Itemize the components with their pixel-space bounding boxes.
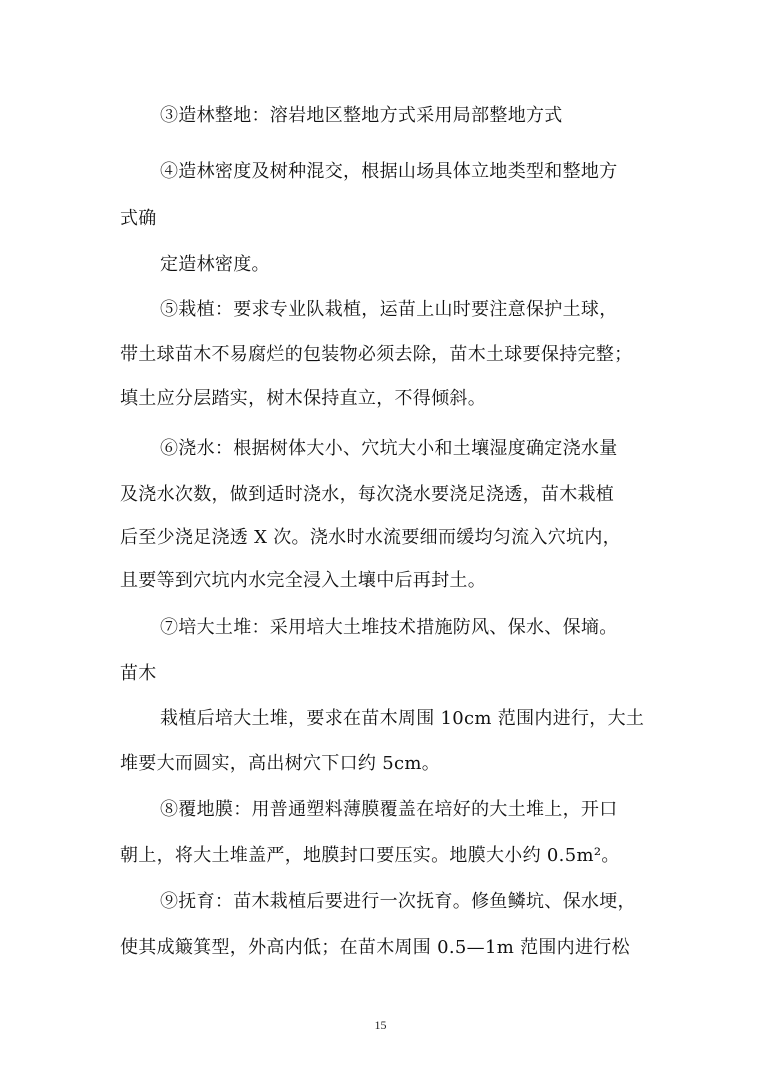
paragraph-line: ⑦培大土堆：采用培大土堆技术措施防风、保水、保墒。 (160, 617, 618, 638)
paragraph-line: ⑤栽植：要求专业队栽植，运苗上山时要注意保护土球， (160, 299, 618, 320)
paragraph-line: ④造林密度及树种混交，根据山场具体立地类型和整地方 (160, 161, 618, 182)
paragraph-line: 定造林密度。 (160, 254, 270, 275)
paragraph-line: 朝上，将大土堆盖严，地膜封口要压实。地膜大小约 0.5m²。 (120, 845, 620, 866)
paragraph-line: 且要等到穴坑内水完全浸入土壤中后再封土。 (120, 570, 486, 591)
paragraph-line: 带土球苗木不易腐烂的包装物必须去除，苗木土球要保持完整； (120, 344, 633, 365)
paragraph-line: 栽植后培大土堆，要求在苗木周围 10cm 范围内进行，大土 (160, 708, 645, 729)
paragraph-line: 堆要大而圆实，高出树穴下口约 5cm。 (120, 753, 441, 774)
paragraph-line: 苗木 (120, 663, 157, 684)
paragraph-line: ⑧覆地膜：用普通塑料薄膜覆盖在培好的大土堆上，开口 (160, 799, 618, 820)
page-number: 15 (374, 1018, 387, 1032)
paragraph-line: 填土应分层踏实，树木保持直立，不得倾斜。 (120, 388, 486, 409)
paragraph-line: ⑥浇水：根据树体大小、穴坑大小和土壤湿度确定浇水量 (160, 438, 618, 459)
paragraph-line: ⑨抚育：苗木栽植后要进行一次抚育。修鱼鳞坑、保水埂， (160, 891, 636, 912)
paragraph-line: 使其成簸箕型，外高内低；在苗木周围 0.5—1m 范围内进行松 (120, 937, 630, 958)
paragraph-line: ③造林整地：溶岩地区整地方式采用局部整地方式 (160, 105, 563, 126)
paragraph-line: 后至少浇足浇透 X 次。浇水时水流要细而缓均匀流入穴坑内， (120, 527, 621, 548)
paragraph-line: 及浇水次数，做到适时浇水，每次浇水要浇足浇透，苗木栽植 (120, 484, 615, 505)
paragraph-line: 式确 (120, 208, 157, 229)
